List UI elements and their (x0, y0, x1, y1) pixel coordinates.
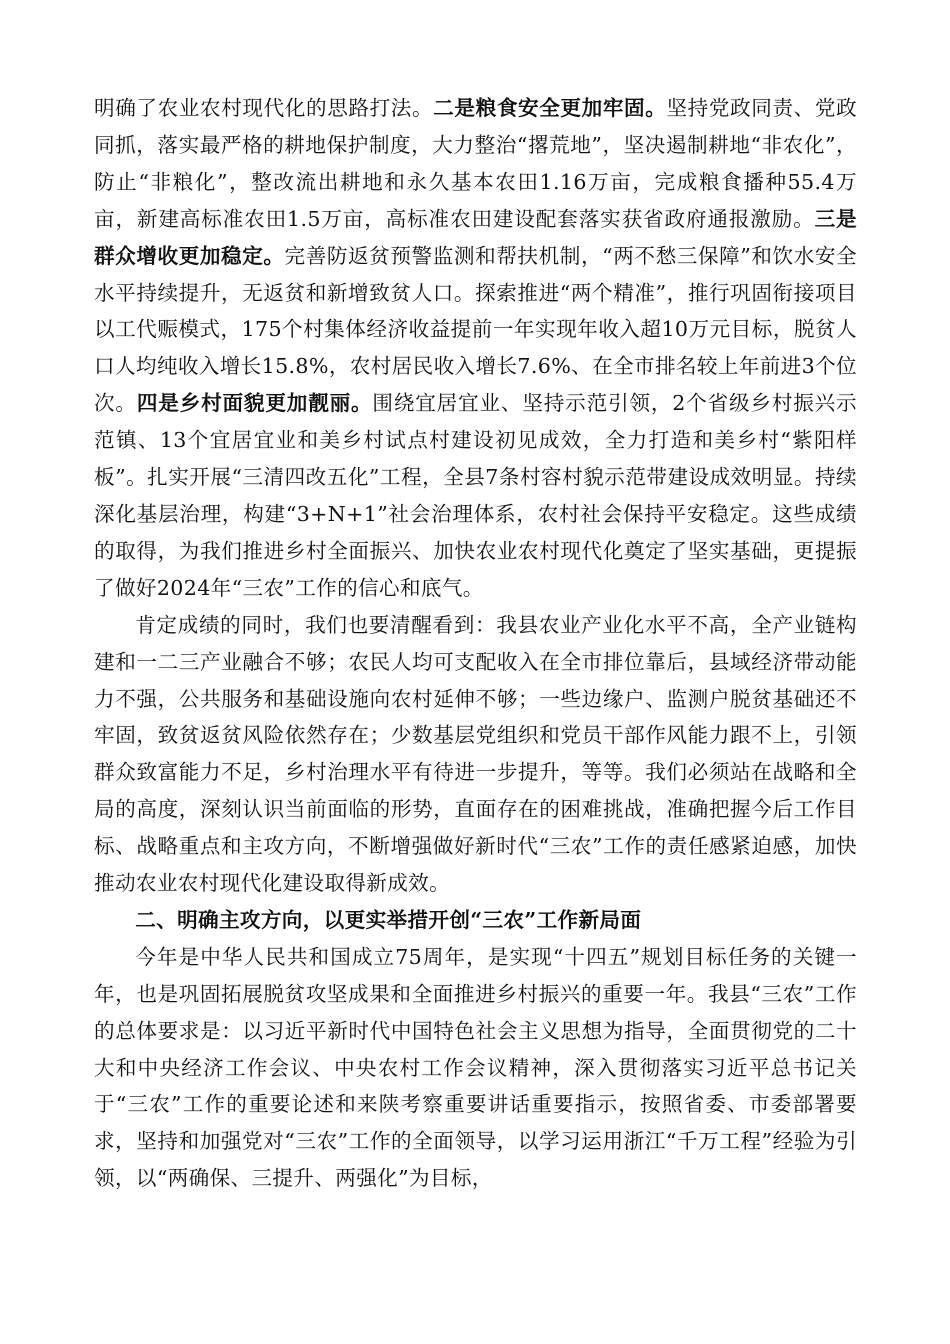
bold-point-food-security: 二是粮食安全更加牢固。 (433, 96, 667, 120)
document-page (94, 90, 857, 1197)
bold-point-income: 三是群众增收更加稳定。 (94, 206, 858, 268)
paragraph-problems: 肯定成绩的同时，我们也要清醒看到：我县农业产业化水平不高，全产业链构建和一二三产业融合不够；农民人均可支配收入在全市排位靠后，县域经济带动能力不强，公共服务和基础设施向农村延伸不够；一些边缘户、监测户脱贫基础还不牢固，致贫返贫风险依然存在；少数基层党组织和党员干部作风能力跟不上，引领群众致富能力不足，乡村治理水平有待进一步提升，等等。我们必须站在战略和全局的高度，深刻认识当前面临的形势，直面存在的困难挑战，准确把握今后工作目标、战略重点和主攻方向，不断增强做好新时代“三农”工作的责任感紧迫感，加快推动农业农村现代化建设取得新成效。 (94, 612, 857, 896)
text-segment: 明确了农业农村现代化的思路打法。 (94, 96, 434, 120)
paragraph-requirements: 今年是中华人民共和国成立75周年，是实现“十四五”规划目标任务的关键一年，也是巩固拓展脱贫攻坚成果和全面推进乡村振兴的重要一年。我县“三农”工作的总体要求是：以习近平新时代中国特色社会主义思想为指导，全面贯彻党的二十大和中央经济工作会议、中央农村工作会议精神，深入贯彻落实习近平总书记关于“三农”工作的重要论述和来陕考察重要讲话重要指示，按照省委、市委部署要求，坚持和加强党对“三农”工作的全面领导，以学习运用浙江“千万工程”经验为引领，以“两确保、三提升、两强化”为目标， (94, 944, 857, 1191)
bold-point-village: 四是乡村面貌更加靓丽。 (136, 391, 373, 416)
text-segment: 围绕宜居宜业、坚持示范引领，2个省级乡村振兴示范镇、13个宜居宜业和美乡村试点村建设初见成效，全力打造和美乡村“紫阳样板”。扎实开展“三清四改五化”工程，全县7条村容村貌示范带建设成效明显。持续深化基层治理，构建“3+N+1”社会治理体系，农村社会保持平安稳定。这些成绩的取得，为我们推进乡村全面振兴、加快农业农村现代化奠定了坚实基础，更提振了做好2024年“三农”工作的信心和底气。 (94, 391, 858, 600)
paragraph-achievements (94, 90, 857, 607)
text-segment: 完善防返贫预警监测和帮扶机制，“两不愁三保障”和饮水安全水平持续提升，无返贫和新增致贫人口。探索推进“两个精准”，推行巩固衔接项目以工代赈模式，175个村集体经济收益提前一年实现年收入超10万元目标，脱贫人口人均纯收入增长15.8%，农村居民收入增长7.6%、在全市排名较上年前进3个位次。 (94, 243, 857, 416)
section-heading: 二、明确主攻方向，以更实举措开创“三农”工作新局面 (135, 907, 642, 932)
text-segment: 坚持党政同责、党政同抓，落实最严格的耕地保护制度，大力整治“撂荒地”，坚决遏制耕地“非农化”，防止“非粮化”，整改流出耕地和永久基本农田1.16万亩，完成粮食播种55.4万亩，新建高标准农田1.5万亩，高标准农田建设配套落实获省政府通报激励。 (94, 96, 857, 231)
